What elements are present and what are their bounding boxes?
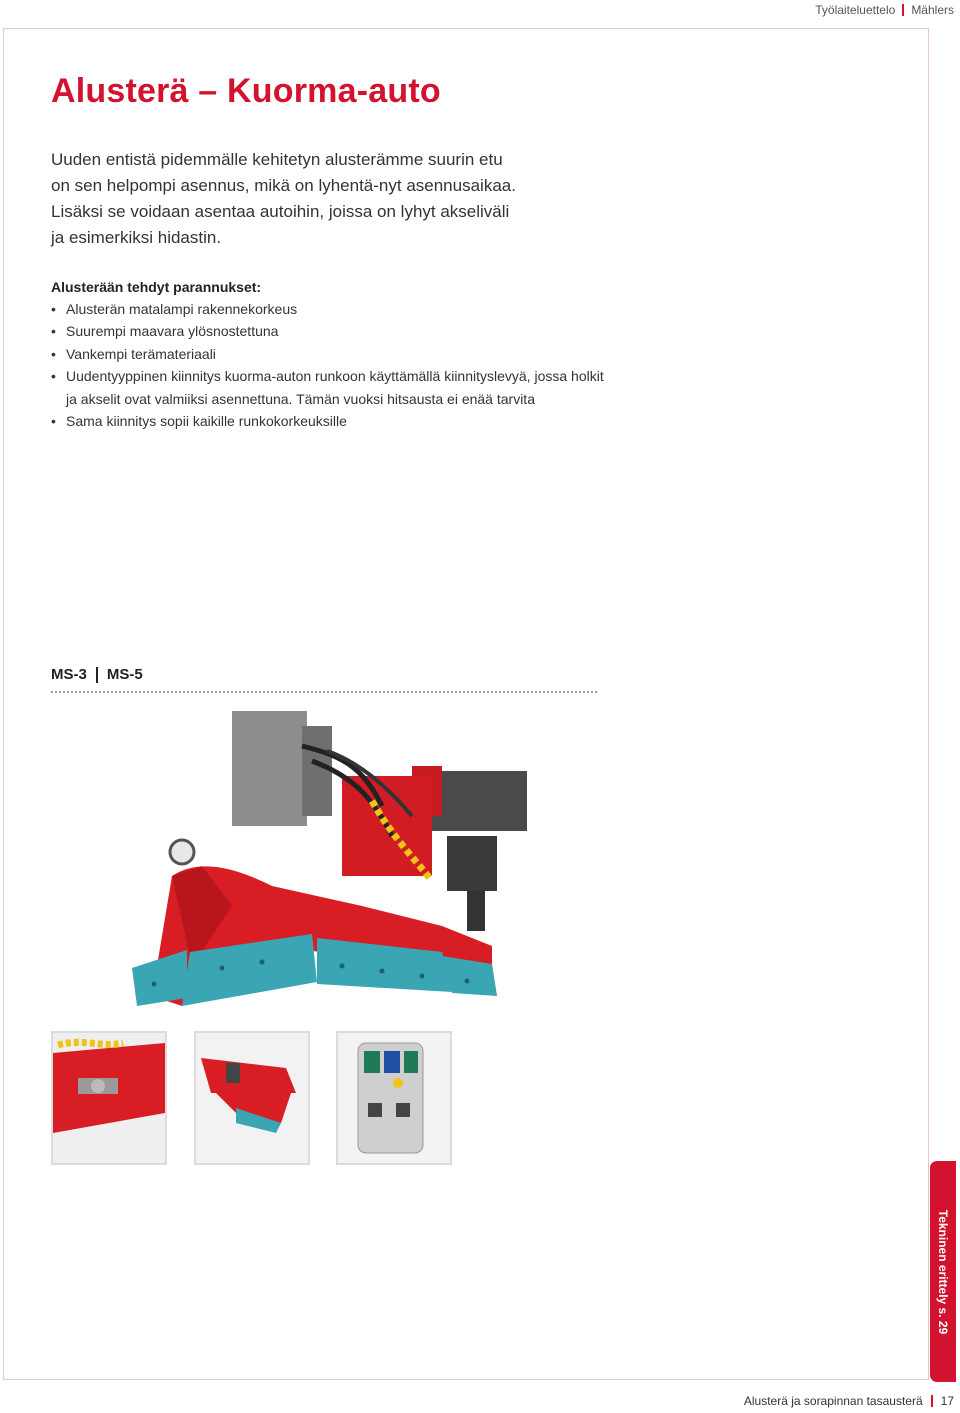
header-catalog-title: Työlaiteluettelo <box>815 3 896 17</box>
list-item <box>51 410 611 432</box>
list-item-text: Suurempi maavara ylösnostettuna <box>66 323 279 340</box>
list-item-text: Vankempi terämateriaali <box>66 345 216 362</box>
header <box>815 3 954 17</box>
thumb-photo-1 <box>51 1031 167 1165</box>
model-ms3: MS-3 <box>51 666 87 683</box>
footer-divider <box>931 1395 933 1407</box>
list-item-text: Uudentyyppinen kiinnitys kuorma-auton runkoon käyttämällä kiinnityslevyä, jossa holkit ja akselit ovat valmiiksi asennettuna. Tämän vuoksi hitsausta ei enää tarvita <box>66 368 604 407</box>
improvements-list <box>51 298 611 432</box>
thumb-photo-3 <box>336 1031 452 1165</box>
gauge-icon <box>170 840 194 864</box>
list-item <box>51 343 611 365</box>
bullet-marker: • <box>51 368 56 385</box>
tech-spec-tab[interactable] <box>930 1161 956 1382</box>
tech-spec-tab-label: Tekninen erittely s. 29 <box>936 1209 950 1334</box>
bullet-marker: • <box>51 413 56 430</box>
list-item-text: Sama kiinnitys sopii kaikille runkokorkeuksille <box>66 413 347 430</box>
intro-paragraph: Uuden entistä pidemmälle kehitetyn alusterämme suurin etu on sen helpompi asennus, mikä on lyhentä-nyt asennusaikaa. Lisäksi se voidaan asentaa autoihin, joissa on lyhyt akseliväli ja esimerkiksi hidastin. <box>51 150 516 247</box>
model-labels <box>51 666 143 683</box>
footer-section-title: Alusterä ja sorapinnan tasausterä <box>743 1394 923 1408</box>
mount-box-left <box>232 711 307 826</box>
dotted-divider <box>51 691 597 693</box>
list-item <box>51 298 611 320</box>
bullet-marker: • <box>51 323 56 340</box>
main-product-photo <box>112 706 532 1010</box>
header-brand: Mählers <box>911 3 954 17</box>
list-item-text: Alusterän matalampi rakennekorkeus <box>66 301 298 317</box>
page-number: 17 <box>940 1394 954 1408</box>
footer <box>744 1394 954 1408</box>
model-ms5: MS-5 <box>106 666 143 683</box>
header-divider <box>902 4 904 16</box>
list-item <box>51 320 611 342</box>
bullet-marker: • <box>51 345 56 362</box>
improvements-section <box>51 279 611 432</box>
thumb-photo-2 <box>194 1031 310 1165</box>
bullet-marker: • <box>51 301 56 317</box>
page-title: Alusterä – Kuorma-auto <box>51 72 441 110</box>
improvements-heading: Alusterään tehdyt parannukset: <box>51 279 262 295</box>
model-divider <box>96 667 98 683</box>
mount-box-right <box>432 771 527 831</box>
list-item <box>51 365 611 410</box>
